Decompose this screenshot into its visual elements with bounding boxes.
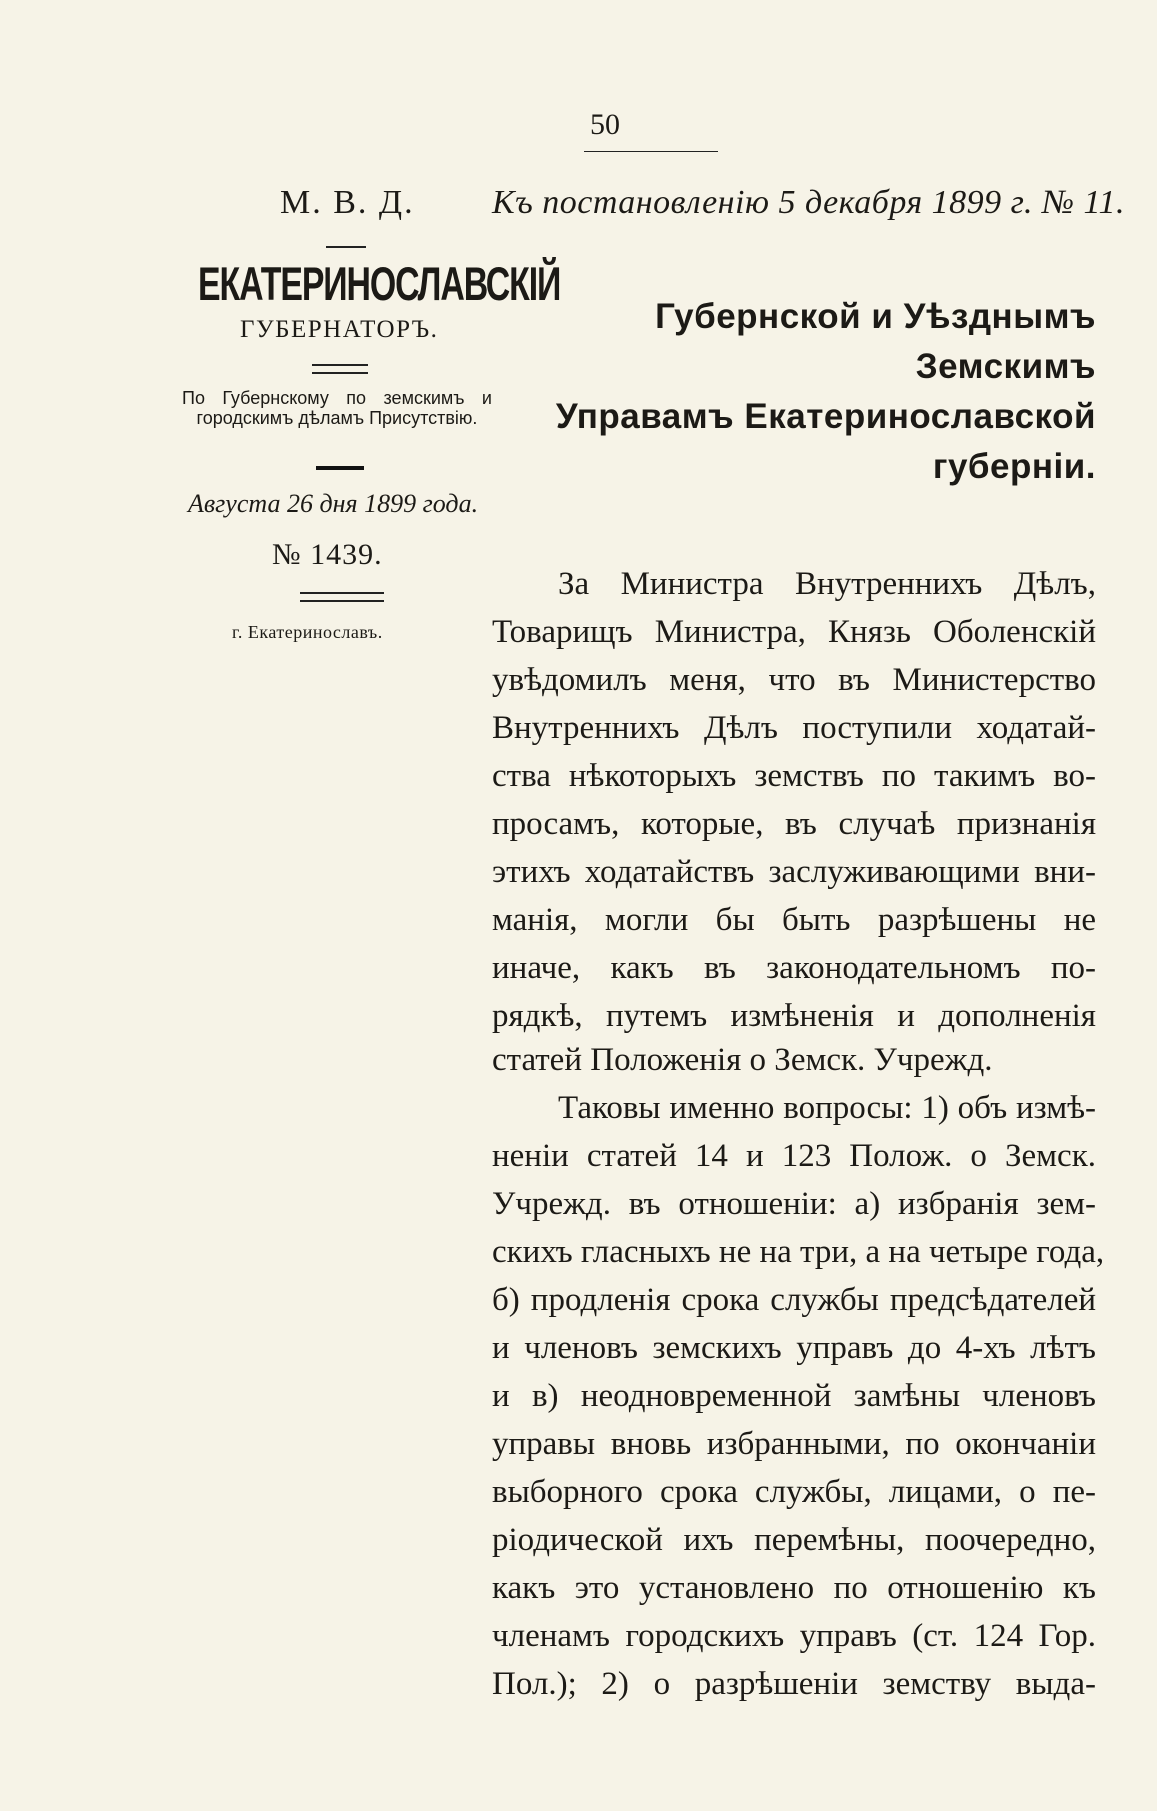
body-line: Внутреннихъ Дѣлъ поступили ходатай- [492, 710, 1096, 746]
addressee-line: Губернской и Уѣзднымъ Земскимъ [655, 297, 1096, 386]
addressee [480, 292, 1096, 492]
body-line: этихъ ходатайствъ заслуживающими вни- [492, 854, 1096, 890]
letter-city: г. Екатеринославъ. [232, 622, 383, 642]
letter-number: № 1439. [272, 538, 383, 571]
body-line: членамъ городскихъ управъ (ст. 124 Гор. [492, 1618, 1096, 1654]
body-line: просамъ, которые, въ случаѣ признанія [492, 806, 1096, 842]
letter-date: Августа 26 дня 1899 года. [188, 489, 479, 518]
body-line: и членовъ земскихъ управъ до 4-хъ лѣтъ [492, 1330, 1096, 1366]
body-line: увѣдомилъ меня, что въ Министерство [492, 662, 1096, 698]
body-line: б) продленія срока службы предсѣдателей [492, 1282, 1096, 1318]
thick-divider [316, 466, 364, 470]
body-line: иначе, какъ въ законодательномъ по- [492, 950, 1096, 986]
body-line: рядкѣ, путемъ измѣненія и дополненія [492, 998, 1096, 1034]
body-line: управы вновь избранными, по окончаніи [492, 1426, 1096, 1462]
double-divider [300, 592, 384, 602]
body-line: статей Положенія о Земск. Учрежд. [492, 1042, 993, 1078]
body-line: выборного срока службы, лицами, о пе- [492, 1474, 1096, 1510]
body-line: скихъ гласныхъ не на три, а на четыре года, [492, 1234, 1105, 1270]
sender-subtitle: ГУБЕРНАТОРЪ. [240, 316, 439, 343]
body-line: Учрежд. въ отношеніи: а) избранія зем- [492, 1186, 1096, 1222]
body-line: За Министра Внутреннихъ Дѣлъ, [558, 566, 1096, 602]
body-line: Таковы именно вопросы: 1) объ измѣ- [558, 1090, 1096, 1126]
department-name: По Губернскому по земскимъ и городскимъ дѣламъ Присутствію. [182, 388, 492, 428]
addressee-line: Управамъ Екатеринославской губерніи. [555, 397, 1096, 486]
body-line: ріодической ихъ перемѣны, поочередно, [492, 1522, 1096, 1558]
sender-title: ЕКАТЕРИНОСЛАВСКІЙ [198, 257, 561, 310]
body-line: манія, могли бы быть разрѣшены не [492, 902, 1096, 938]
body-line: какъ это установлено по отношенію къ [492, 1570, 1096, 1606]
double-divider [312, 364, 368, 374]
body-line: ства нѣкоторыхъ земствъ по такимъ во- [492, 758, 1096, 794]
body-line: Товарищъ Министра, Князь Оболенскій [492, 614, 1096, 650]
decree-reference: Къ постановленію 5 декабря 1899 г. № 11. [492, 184, 1126, 221]
page-number-rule [584, 151, 718, 152]
body-line: Пол.); 2) о разрѣшеніи земству выда- [492, 1666, 1096, 1702]
page-number: 50 [590, 108, 620, 141]
ministry-abbreviation: М. В. Д. [280, 184, 415, 221]
body-line: неніи статей 14 и 123 Полож. о Земск. [492, 1138, 1096, 1174]
body-line: и в) неодновременной замѣны членовъ [492, 1378, 1096, 1414]
divider [326, 246, 366, 248]
